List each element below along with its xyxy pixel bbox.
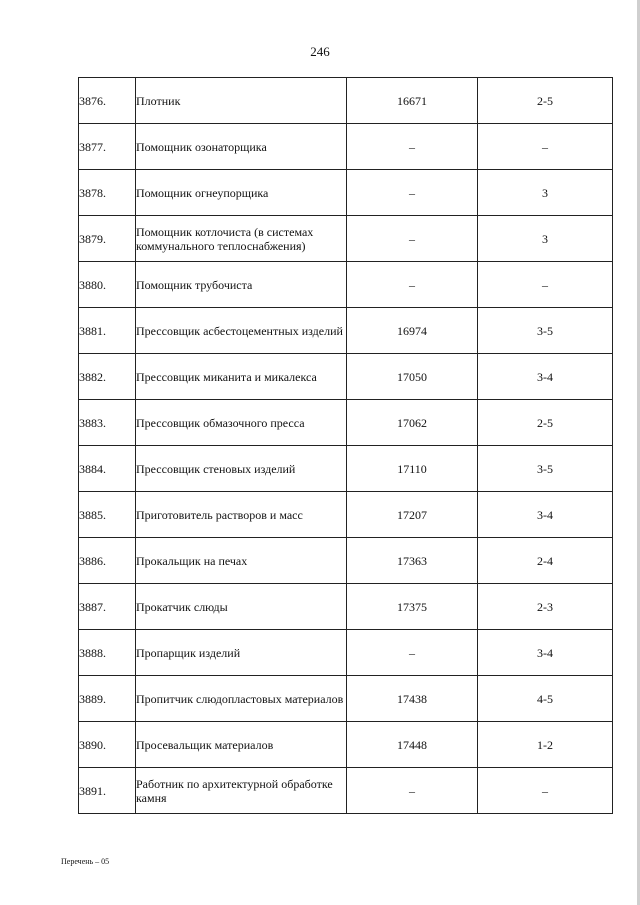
table-row bbox=[79, 538, 613, 584]
profession-code: 16974 bbox=[347, 308, 478, 354]
grade-range: 3-4 bbox=[478, 630, 613, 676]
row-number: 3876. bbox=[79, 78, 136, 124]
table-body bbox=[79, 78, 613, 814]
profession-name: Прессовщик обмазочного пресса bbox=[136, 400, 347, 446]
row-number: 3885. bbox=[79, 492, 136, 538]
row-number: 3887. bbox=[79, 584, 136, 630]
profession-name: Помощник огнеупорщика bbox=[136, 170, 347, 216]
profession-name: Прокальщик на печах bbox=[136, 538, 347, 584]
row-number: 3882. bbox=[79, 354, 136, 400]
profession-name: Помощник трубочиста bbox=[136, 262, 347, 308]
row-number: 3881. bbox=[79, 308, 136, 354]
profession-code: 16671 bbox=[347, 78, 478, 124]
grade-range: 3 bbox=[478, 170, 613, 216]
profession-name: Пропитчик слюдопластовых материалов bbox=[136, 676, 347, 722]
row-number: 3886. bbox=[79, 538, 136, 584]
profession-code: – bbox=[347, 768, 478, 814]
table-row bbox=[79, 308, 613, 354]
table-row bbox=[79, 262, 613, 308]
profession-name: Прессовщик миканита и микалекса bbox=[136, 354, 347, 400]
profession-code: – bbox=[347, 262, 478, 308]
table-row bbox=[79, 722, 613, 768]
profession-name: Прессовщик асбестоцементных изделий bbox=[136, 308, 347, 354]
profession-code: 17375 bbox=[347, 584, 478, 630]
grade-range: – bbox=[478, 262, 613, 308]
profession-name: Помощник озонаторщика bbox=[136, 124, 347, 170]
profession-name: Прокатчик слюды bbox=[136, 584, 347, 630]
table-row bbox=[79, 446, 613, 492]
grade-range: 1-2 bbox=[478, 722, 613, 768]
table-row bbox=[79, 216, 613, 262]
profession-code: – bbox=[347, 630, 478, 676]
grade-range: 3-5 bbox=[478, 446, 613, 492]
table-row bbox=[79, 768, 613, 814]
profession-code: 17050 bbox=[347, 354, 478, 400]
profession-name: Приготовитель растворов и масс bbox=[136, 492, 347, 538]
grade-range: 3-4 bbox=[478, 354, 613, 400]
row-number: 3889. bbox=[79, 676, 136, 722]
grade-range: – bbox=[478, 124, 613, 170]
row-number: 3878. bbox=[79, 170, 136, 216]
profession-code: – bbox=[347, 216, 478, 262]
row-number: 3877. bbox=[79, 124, 136, 170]
profession-code: 17448 bbox=[347, 722, 478, 768]
row-number: 3879. bbox=[79, 216, 136, 262]
table-row bbox=[79, 78, 613, 124]
profession-name: Пропарщик изделий bbox=[136, 630, 347, 676]
table-row bbox=[79, 630, 613, 676]
row-number: 3891. bbox=[79, 768, 136, 814]
professions-table bbox=[78, 77, 613, 814]
grade-range: 2-5 bbox=[478, 78, 613, 124]
profession-code: 17062 bbox=[347, 400, 478, 446]
profession-name: Помощник котлочиста (в системах коммунального теплоснабжения) bbox=[136, 216, 347, 262]
table-row bbox=[79, 584, 613, 630]
profession-code: 17110 bbox=[347, 446, 478, 492]
footer-text: Перечень – 05 bbox=[61, 857, 110, 866]
profession-code: – bbox=[347, 170, 478, 216]
grade-range: 3-4 bbox=[478, 492, 613, 538]
table-row bbox=[79, 354, 613, 400]
grade-range: 4-5 bbox=[478, 676, 613, 722]
table-row bbox=[79, 676, 613, 722]
profession-code: 17363 bbox=[347, 538, 478, 584]
grade-range: 3 bbox=[478, 216, 613, 262]
page-number: 246 bbox=[310, 44, 330, 59]
table-row bbox=[79, 170, 613, 216]
profession-name: Прессовщик стеновых изделий bbox=[136, 446, 347, 492]
profession-name: Просевальщик материалов bbox=[136, 722, 347, 768]
grade-range: 3-5 bbox=[478, 308, 613, 354]
row-number: 3890. bbox=[79, 722, 136, 768]
grade-range: – bbox=[478, 768, 613, 814]
profession-code: 17438 bbox=[347, 676, 478, 722]
table-row bbox=[79, 492, 613, 538]
profession-name: Плотник bbox=[136, 78, 347, 124]
row-number: 3884. bbox=[79, 446, 136, 492]
profession-name: Работник по архитектурной обработке камня bbox=[136, 768, 347, 814]
table-row bbox=[79, 124, 613, 170]
grade-range: 2-4 bbox=[478, 538, 613, 584]
grade-range: 2-5 bbox=[478, 400, 613, 446]
profession-code: – bbox=[347, 124, 478, 170]
grade-range: 2-3 bbox=[478, 584, 613, 630]
table-row bbox=[79, 400, 613, 446]
row-number: 3888. bbox=[79, 630, 136, 676]
profession-code: 17207 bbox=[347, 492, 478, 538]
row-number: 3880. bbox=[79, 262, 136, 308]
row-number: 3883. bbox=[79, 400, 136, 446]
